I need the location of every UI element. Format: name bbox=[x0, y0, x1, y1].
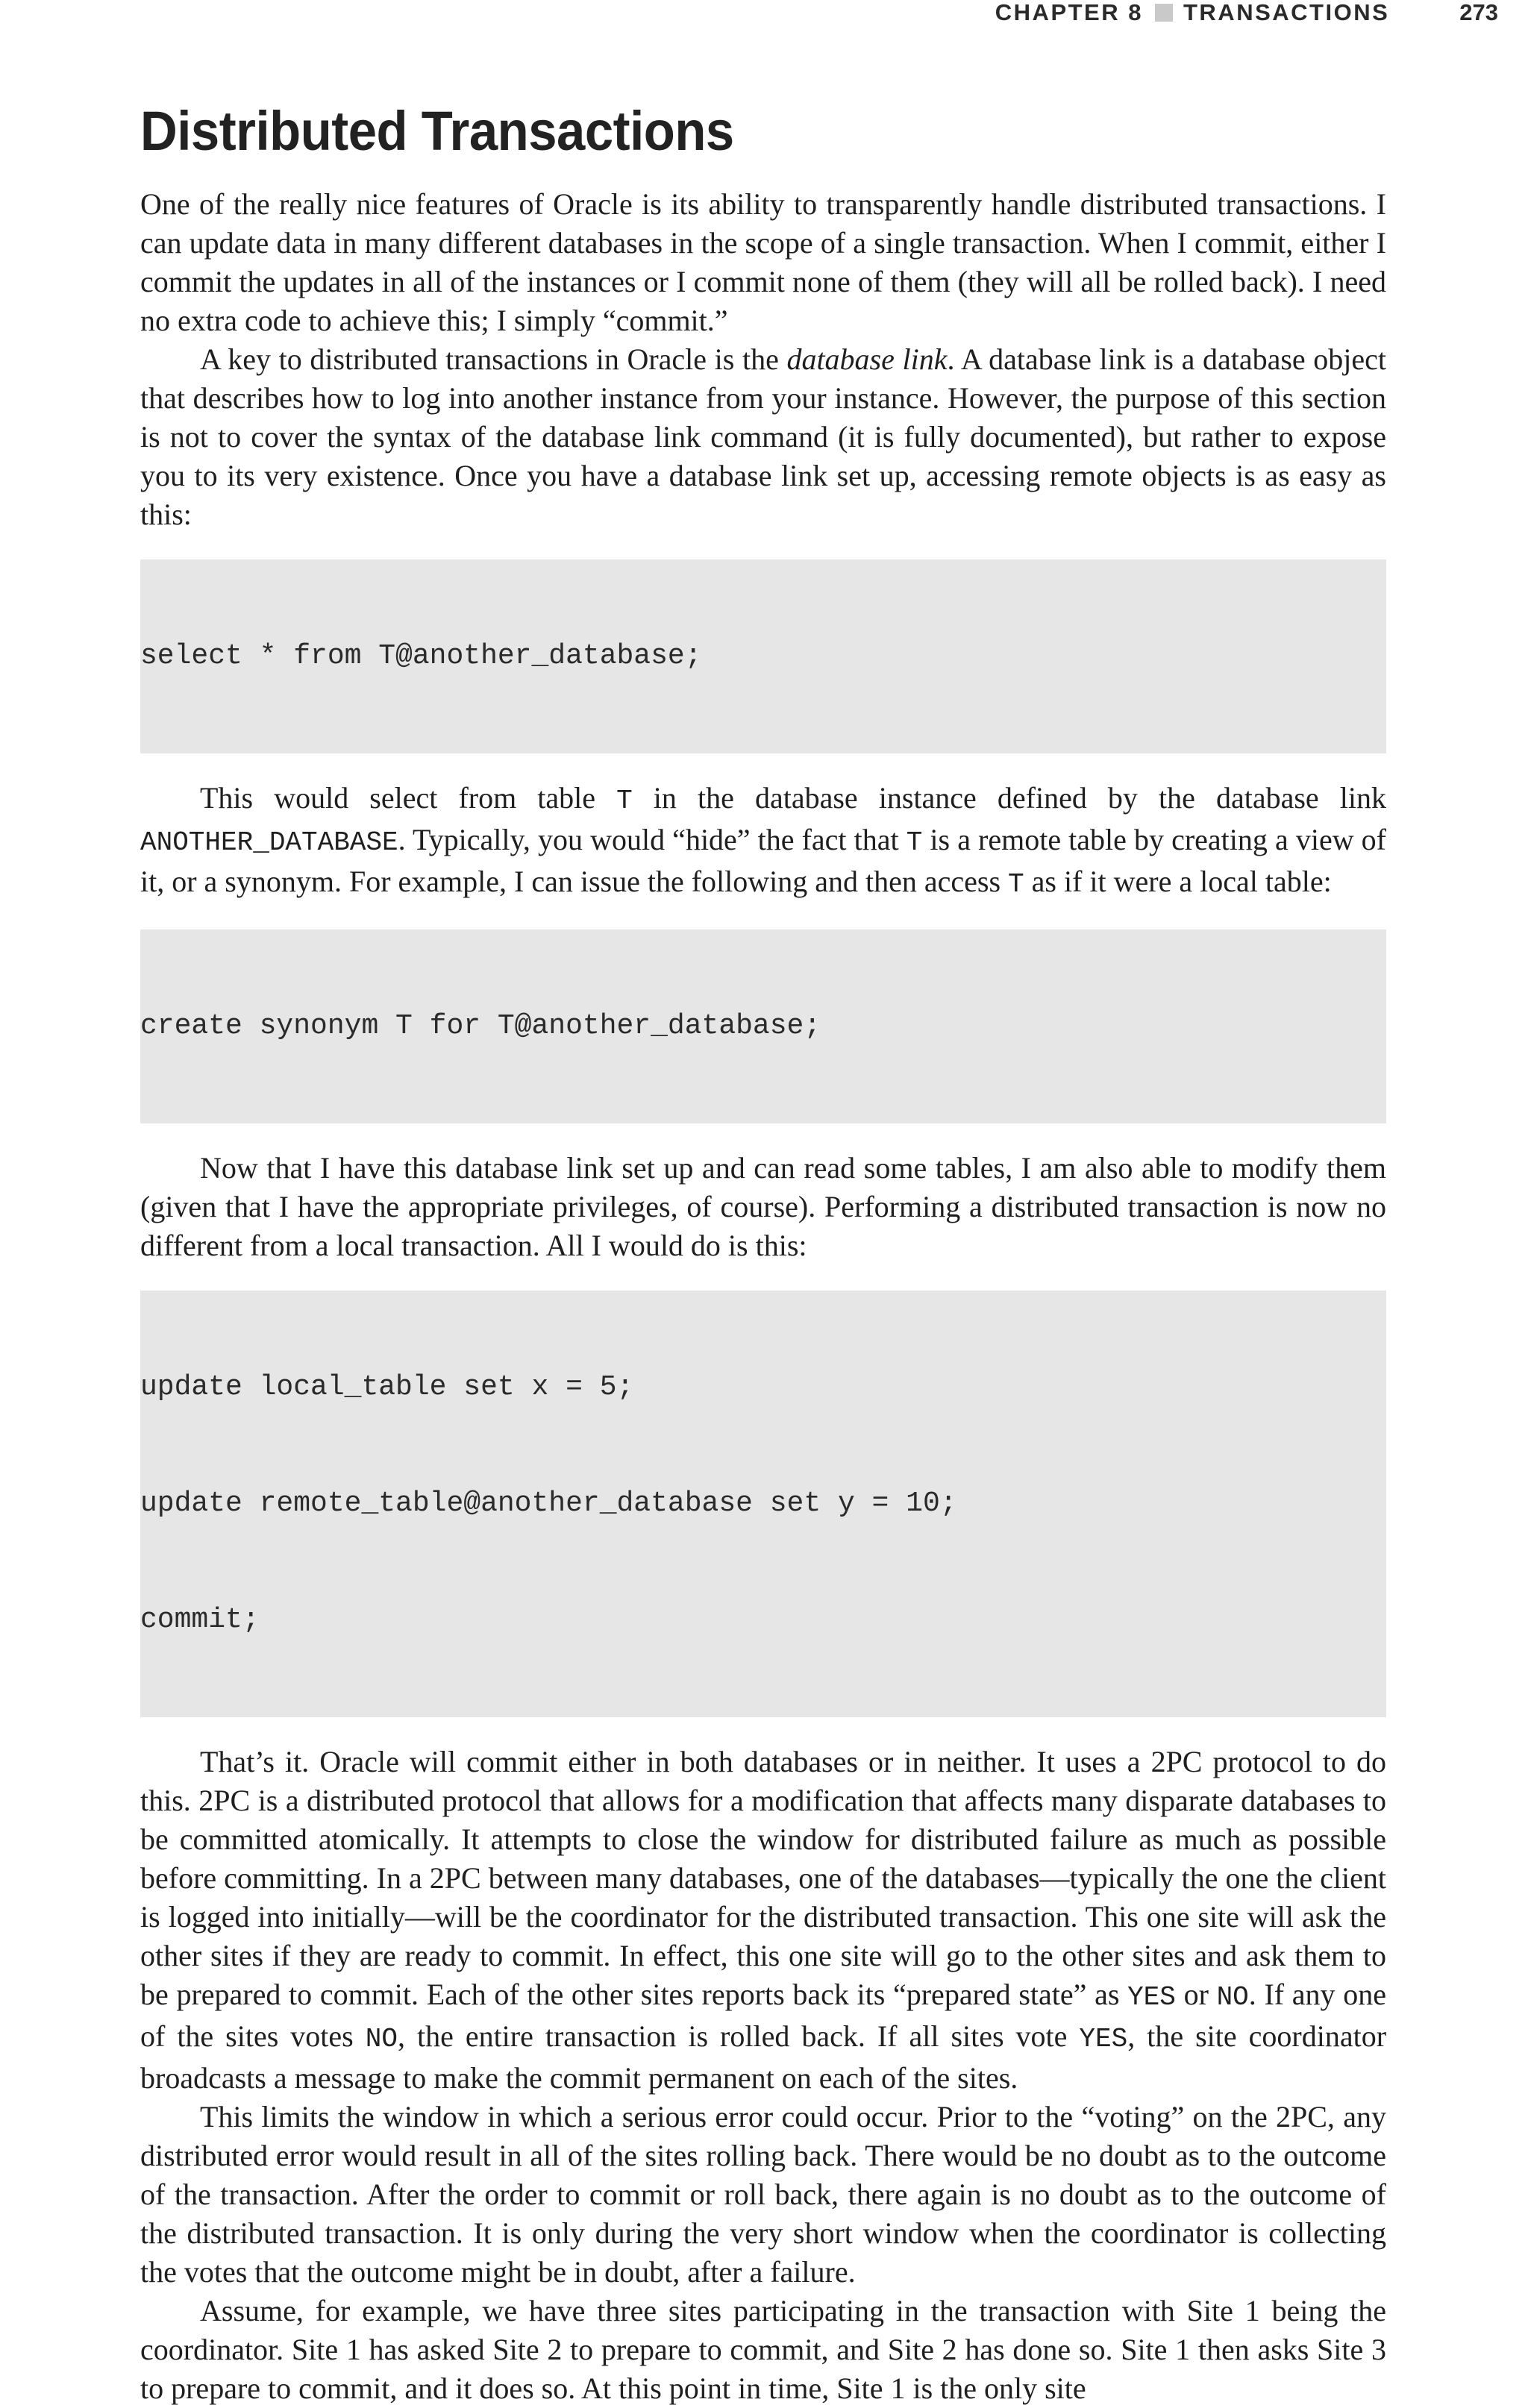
paragraph-3: This would select from table T in the database instance defined by the database link ANOTHER_DATABASE. Typically, you would “hide” the fact that T is a remote table by creating a view of it, or a synonym. For example, I can issue the following and then access T as if it were a local table: bbox=[140, 781, 1386, 900]
inline-code: YES bbox=[1079, 2024, 1128, 2054]
code-line: update remote_table@another_database set y = 10; bbox=[140, 1487, 957, 1520]
paragraph-5: That’s it. Oracle will commit either in both databases or in neither. It uses a 2PC protocol to do this. 2PC is a distributed protocol that allows for a modification that affects many disparate databases to be committed atomically. It attempts to close the window for distributed failure as much as possible before committing. In a 2PC between many databases, one of the databases—typically the one the client is logged into initially—will be the coordinator for the distributed transaction. This one site will ask the other sites if they are ready to commit. In effect, this one site will go to the other sites and ask them to be prepared to commit. Each of the other sites reports back its “prepared state” as YES or NO. If any one of the sites votes NO, the entire transaction is rolled back. If all sites vote YES, the site coordinator broadcasts a message to make the commit permanent on each of the sites. bbox=[140, 1745, 1387, 2095]
inline-code: NO bbox=[1216, 1982, 1249, 2013]
code-block-select bbox=[140, 559, 1386, 753]
inline-code: T bbox=[1008, 869, 1024, 900]
paragraph-1: One of the really nice features of Oracle is its ability to transparently handle distributed transactions. I can update data in many different databases in the scope of a single transaction. When I commit, either I commit the updates in all of the instances or I commit none of them (they will all be rolled back). I need no extra code to achieve this; I simply “commit.” bbox=[140, 187, 1386, 337]
running-header bbox=[995, 0, 1498, 25]
inline-code: T bbox=[616, 786, 633, 816]
term-database-link: database link bbox=[786, 342, 948, 376]
inline-code: NO bbox=[365, 2024, 398, 2054]
code-line: create synonym T for T@another_database; bbox=[140, 1010, 821, 1042]
paragraph-6: This limits the window in which a serious error could occur. Prior to the “voting” on the 2PC, any distributed error would result in all of the sites rolling back. There would be no doubt as to the outcome of the transaction. After the order to commit or roll back, there again is no doubt as to the outcome of the distributed transaction. It is only during the very short window when the coordinator is collecting the votes that the outcome might be in doubt, after a failure. bbox=[140, 2100, 1386, 2289]
section-title: Distributed Transactions bbox=[140, 100, 734, 162]
code-block-synonym bbox=[140, 929, 1386, 1123]
paragraph-7: Assume, for example, we have three sites participating in the transaction with Site 1 being the coordinator. Site 1 has asked Site 2 to prepare to commit, and Site 2 has done so. Site 1 then asks Site 3 to prepare to commit, and it does so. At this point in time, Site 1 is the only site bbox=[140, 2294, 1386, 2405]
code-line: commit; bbox=[140, 1604, 260, 1636]
header-section: TRANSACTIONS bbox=[1183, 0, 1390, 25]
header-chapter: CHAPTER 8 bbox=[995, 0, 1143, 25]
inline-code: YES bbox=[1127, 1982, 1176, 2013]
header-separator-square bbox=[1155, 4, 1173, 22]
code-line: select * from T@another_database; bbox=[140, 640, 702, 672]
paragraph-4: Now that I have this database link set up and can read some tables, I am also able to modify them (given that I have the appropriate privileges, of course). Performing a distributed transaction is now no different from a local transaction. All I would do is this: bbox=[140, 1151, 1386, 1262]
page-number: 273 bbox=[1459, 0, 1498, 25]
page-content bbox=[140, 95, 1386, 2408]
paragraph-2: A key to distributed transactions in Oracle is the database link. A database link is a database object that describes how to log into another instance from your instance. However, the purpose of this section is not to cover the syntax of the database link command (it is fully documented), but rather to expose you to its very existence. Once you have a database link set up, accessing remote objects is as easy as this: bbox=[140, 342, 1386, 531]
code-block-update bbox=[140, 1291, 1386, 1717]
inline-code: ANOTHER_DATABASE bbox=[140, 827, 398, 858]
inline-code: T bbox=[906, 827, 923, 858]
code-line: update local_table set x = 5; bbox=[140, 1371, 634, 1403]
